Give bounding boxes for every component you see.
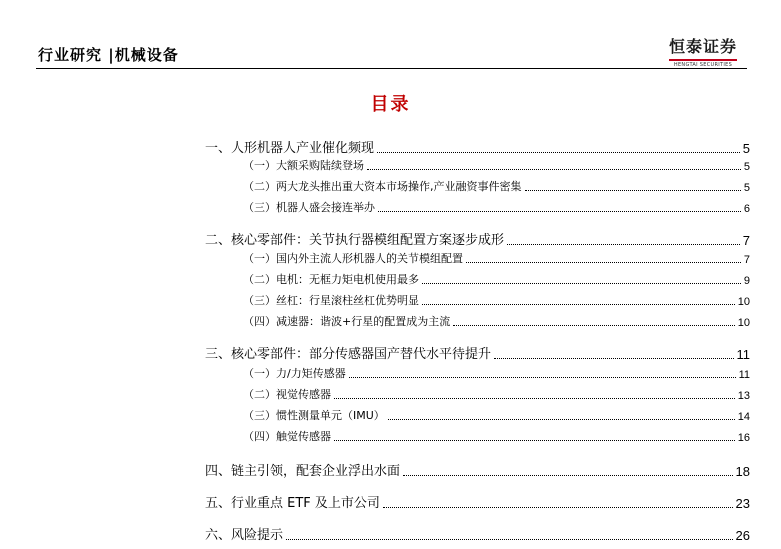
dot-leader: [349, 377, 736, 378]
toc-entry[interactable]: [205, 365, 750, 381]
dot-leader: [334, 398, 735, 399]
toc-title: 目录: [370, 94, 411, 115]
toc-entry-page: 14: [737, 411, 750, 423]
logo-bar: [669, 59, 737, 61]
toc-entry[interactable]: [205, 292, 750, 308]
toc-entry-page: 7: [743, 254, 750, 266]
dot-leader: [377, 152, 740, 153]
toc-entry[interactable]: [205, 524, 750, 543]
dot-leader: [466, 262, 741, 263]
toc-entry-page: 10: [737, 317, 750, 329]
toc-entry[interactable]: [205, 157, 750, 173]
toc-entry-label: （四）减速器：谐波+行星的配置成为主流: [243, 315, 451, 328]
dot-leader: [453, 325, 735, 326]
toc-entry-label: 五、行业重点 ETF 及上市公司: [205, 496, 380, 511]
dot-leader: [378, 211, 741, 212]
dot-leader: [383, 507, 733, 508]
toc-entry-label: （一）力/力矩传感器: [243, 367, 346, 380]
toc-entry-label: （四）触觉传感器: [243, 430, 331, 443]
toc-entry-label: （一）国内外主流人形机器人的关节模组配置: [243, 252, 463, 265]
toc-entry-label: （二）视觉传感器: [243, 388, 331, 401]
toc-entry-page: 6: [743, 203, 750, 215]
toc-entry-page: 9: [743, 275, 750, 287]
toc-entry-page: 5: [743, 161, 750, 173]
toc-entry-page: 18: [735, 464, 750, 479]
toc-entry[interactable]: [205, 199, 750, 215]
toc-entry-label: （三）丝杠：行星滚柱丝杠优势明显: [243, 294, 419, 307]
toc-entry-page: 26: [735, 528, 750, 543]
toc-entry[interactable]: [205, 343, 750, 362]
toc-entry[interactable]: [205, 386, 750, 402]
dot-leader: [494, 358, 733, 359]
logo-text: 恒泰证券: [668, 37, 737, 56]
toc-entry-page: 10: [737, 296, 750, 308]
toc-entry[interactable]: [205, 137, 750, 156]
toc-entry[interactable]: [205, 250, 750, 266]
toc-entry[interactable]: [205, 178, 750, 194]
toc-entry-label: 四、链主引领，配套企业浮出水面: [205, 464, 401, 479]
toc-entry-page: 5: [742, 141, 750, 156]
dot-leader: [334, 440, 735, 441]
toc-entry[interactable]: [205, 407, 750, 423]
header-rule: [36, 68, 747, 69]
dot-leader: [403, 475, 733, 476]
toc-entry-page: 11: [738, 369, 750, 381]
dot-leader: [367, 169, 741, 170]
toc-entry-label: 三、核心零部件：部分传感器国产替代水平待提升: [205, 347, 492, 362]
dot-leader: [388, 419, 735, 420]
toc-entry-label: 二、核心零部件：关节执行器模组配置方案逐步成形: [205, 233, 505, 248]
toc-entry-label: 一、人形机器人产业催化频现: [205, 141, 375, 156]
toc-entry-page: 11: [736, 347, 750, 362]
dot-leader: [422, 283, 741, 284]
toc-entry[interactable]: [205, 271, 750, 287]
toc-entry[interactable]: [205, 428, 750, 444]
toc-entry-label: （三）机器人盛会接连举办: [243, 201, 375, 214]
toc-entry-label: （一）大额采购陆续登场: [243, 159, 364, 172]
toc-entry-page: 23: [735, 496, 750, 511]
toc-entry[interactable]: [205, 313, 750, 329]
dot-leader: [422, 304, 735, 305]
header-title: 行业研究 |机械设备: [38, 46, 179, 64]
toc-entry[interactable]: [205, 460, 750, 479]
toc-entry-page: 5: [743, 182, 750, 194]
dot-leader: [286, 539, 733, 540]
toc-entry-page: 7: [742, 233, 750, 248]
toc-entry-label: （二）电机：无框力矩电机使用最多: [243, 273, 419, 286]
company-logo: [669, 34, 737, 68]
toc-entry-label: （二）两大龙头推出重大资本市场操作,产业融资事件密集: [243, 180, 522, 193]
dot-leader: [525, 190, 741, 191]
toc-entry[interactable]: [205, 492, 750, 511]
toc-entry-page: 13: [737, 390, 750, 402]
logo-subtext: HENGTAI SECURITIES: [673, 62, 733, 68]
dot-leader: [507, 244, 740, 245]
toc-entry-label: 六、风险提示: [205, 528, 284, 543]
toc-entry[interactable]: [205, 229, 750, 248]
toc-entry-page: 16: [737, 432, 750, 444]
toc-entry-label: （三）惯性测量单元（IMU）: [243, 409, 385, 422]
